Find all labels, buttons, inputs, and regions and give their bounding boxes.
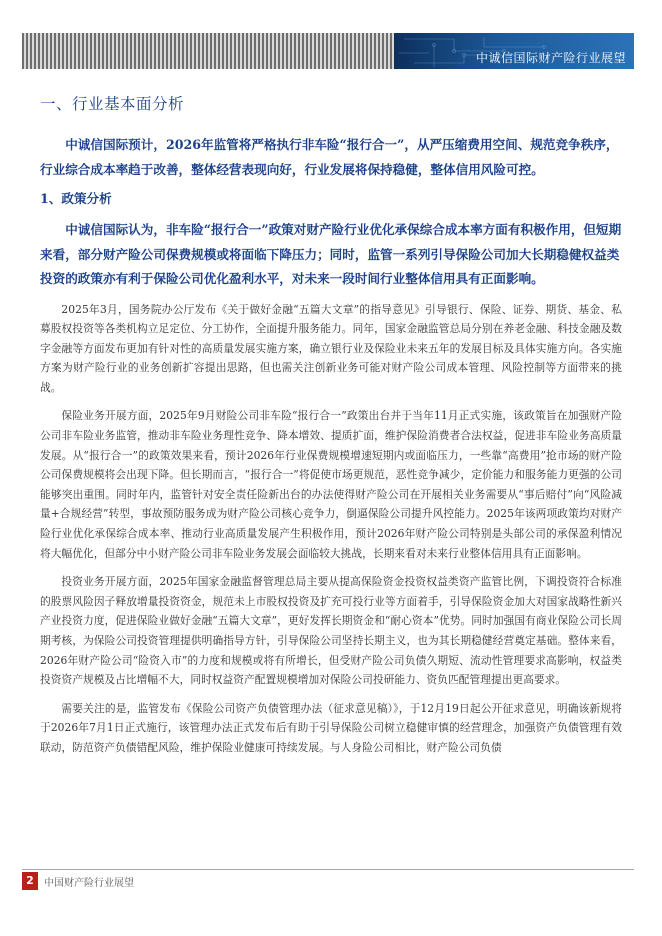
footer-title: 中国财产险行业展望 (44, 878, 134, 889)
paragraph-insurance-business: 保险业务开展方面，2025年9月财险公司非车险“报行合一”政策出台并于当年11月正式实施，该政策旨在加强财产险公司非车险业务监管，推动非车险业务理性竞争、降本增效、提质扩面，维护保险消费者合法权益，促进非车险业务高质量发展。从“报行合一”的政策效果来看，预计2026年行业保费规模增速短期内或面临压力，一些靠“高费用”抢市场的财产险公司保费规模将会出现下降。但长期而言，“报行合一”将促使市场更规范，恶性竞争减少，定价能力和服务能力更强的公司能够突出重围。同时年内，监管针对安全责任险新出台的办法使得财产险公司在开展相关业务需要从“事后赔付”向“风险减量+合规经营”转型，事故预防服务成为财产险公司核心竞争力，倒逼保险公司提升风控能力。2025年该两项政策均对财产险行业优化承保综合成本率、推动行业高质量发展产生积极作用，预计2026年财产险公司特别是头部公司的承保盈利情况将大幅优化，但部分中小财产险公司非车险业务发展会面临较大挑战，长期来看对未来行业整体信用具有正面影响。 (40, 409, 622, 560)
header-banner (394, 33, 634, 69)
paragraph-financial-guidance: 2025年3月，国务院办公厅发布《关于做好金融“五篇大文章”的指导意见》引导银行、保险、证券、期货、基金、私募股权投资等各类机构立足定位、分工协作，全面提升服务能力。同年，国家金融监管总局分别在养老金融、科技金融及数字金融等方面发布更加有针对性的高质量发展实施方案，确立银行业及保险业未来五年的发展目标及具体实施方向。各实施方案为财产险行业的业务创新扩容提出思路，但也需关注创新业务可能对财产险公司成本管理、风险控制等方面带来的挑战。 (40, 302, 622, 394)
header-bar (22, 33, 634, 69)
section-heading: 一、行业基本面分析 (40, 95, 185, 113)
footer-divider (22, 869, 634, 870)
paragraph-investment-business: 投资业务开展方面，2025年国家金融监督管理总局主要从提高保险资金投资权益类资产监管比例，下调投资符合标准的股票风险因子释放增量投资资金，规范未上市股权投资及扩充可投行业等方面着手，引导保险资金加大对国家战略性新兴产业投资力度，促进保险业做好金融“五篇大文章”，更好发挥长期资金和“耐心资本”优势。同时加强国有商业保险公司长周期考核，为保险公司投资管理提供明确指导方针，引导保险公司坚持长期主义，也为其长期稳健经营奠定基础。整体来看，2026年财产险公司“险资入市”的力度和规模或将有所增长，但受财产险公司负债久期短、流动性管理要求高影响，权益类投资资产规模及占比增幅不大，同时权益资产配置规模增加对保险公司投研能力、资负匹配管理提出更高要求。 (40, 575, 622, 687)
page-number-badge: 2 (22, 872, 38, 890)
document-body (40, 92, 622, 767)
header-title: 中诚信国际财产险行业展望 (475, 51, 626, 65)
section-summary: 中诚信国际预计，2026年监管将严格执行非车险“报行合一”，从严压缩费用空间、规范竞争秩序，行业综合成本率趋于改善，整体经营表现向好，行业发展将保持稳健，整体信用风险可控。 (40, 137, 619, 177)
policy-opinion: 中诚信国际认为，非车险“报行合一”政策对财产险行业优化承保综合成本率方面有积极作用，但短期来看，部分财产险公司保费规模或将面临下降压力；同时，监管一系列引导保险公司加大长期稳健权益类投资的政策亦有利于保险公司优化盈利水平，对未来一段时间行业整体信用具有正面影响。 (40, 222, 622, 286)
header-stripe-pattern (22, 33, 394, 69)
paragraph-alm-regulation: 需要关注的是，监管发布《保险公司资产负债管理办法（征求意见稿）》，于12月19日起公开征求意见，明确该新规将于2026年7月1日正式施行，该管理办法正式发布后有助于引导保险公司树立稳健审慎的经营理念，加强资产负债管理有效联动，防范资产负债错配风险，维护保险业健康可持续发展。与人身险公司相比，财产险公司负债 (40, 701, 622, 754)
policy-heading: 1、政策分析 (40, 191, 112, 206)
